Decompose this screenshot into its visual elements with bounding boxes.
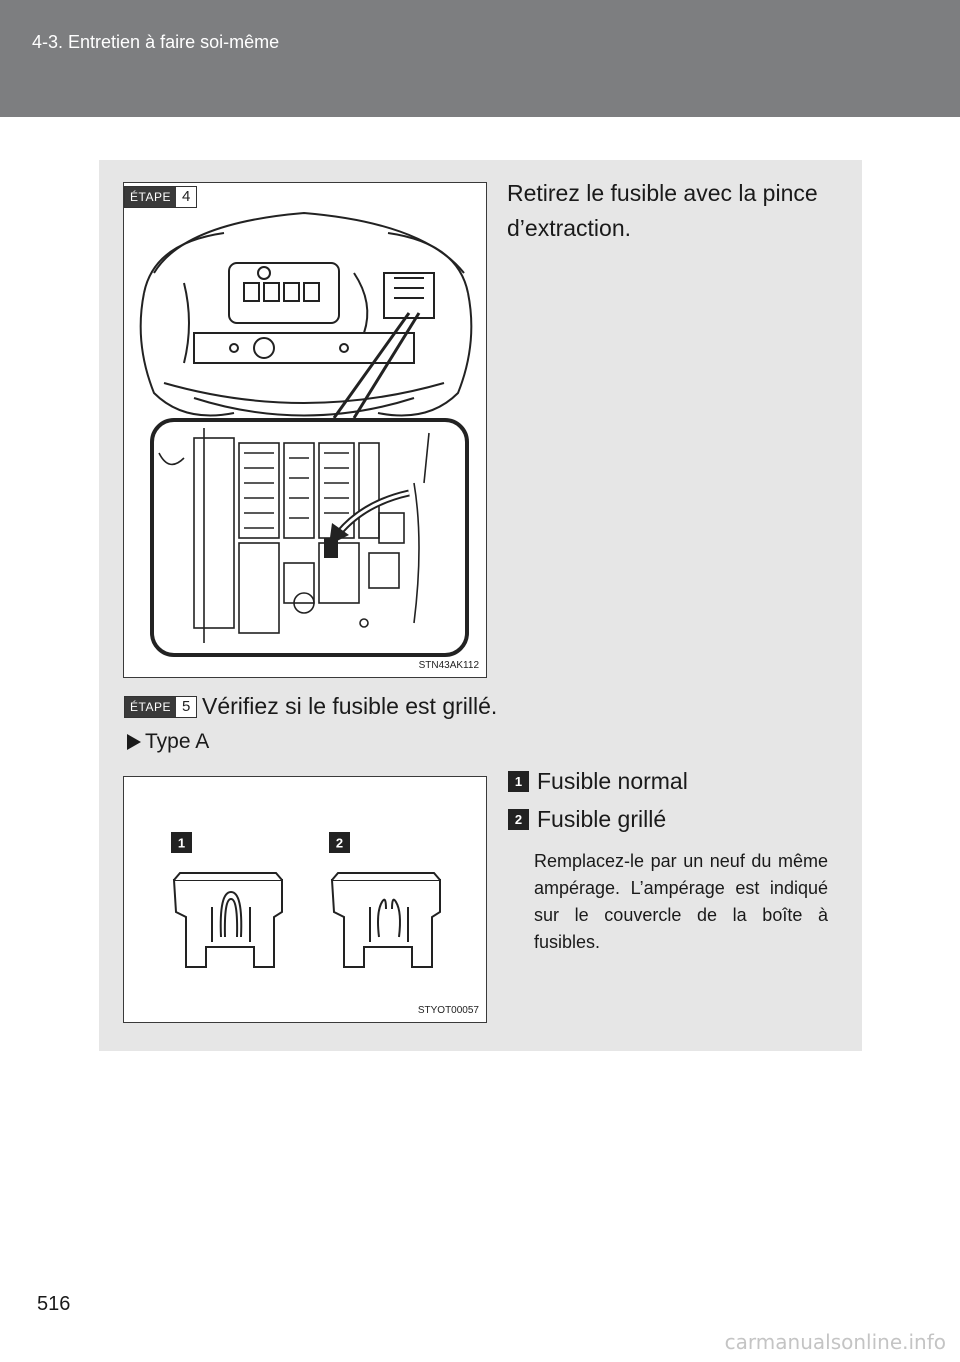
step-4-badge xyxy=(124,186,197,208)
legend-label: Fusible grillé xyxy=(537,806,667,832)
page-number: 516 xyxy=(37,1293,71,1315)
legend-label: Fusible normal xyxy=(537,768,688,794)
engine-bay-illustration xyxy=(124,183,488,679)
type-label: Type A xyxy=(145,730,210,753)
watermark: carmanualsonline.info xyxy=(724,1330,946,1354)
step-number: 5 xyxy=(181,698,191,715)
step-word: ÉTAPE xyxy=(125,187,176,207)
figure-code: STYOT00057 xyxy=(417,1005,479,1016)
figure-code: STN43AK112 xyxy=(418,660,479,671)
type-a-heading xyxy=(127,730,209,754)
fuse-illustration xyxy=(124,777,488,1024)
engine-bay-figure xyxy=(123,182,487,678)
number-2-icon: 2 xyxy=(508,809,529,830)
triangle-bullet-icon xyxy=(127,734,141,750)
step-5-instruction: Vérifiez si le fusible est grillé. xyxy=(202,693,498,719)
step-4-instruction: Retirez le fusible avec la pince d’extraction. xyxy=(507,180,818,241)
step-5-badge xyxy=(124,696,197,718)
legend-item-normal xyxy=(508,768,688,795)
section-title: 4-3. Entretien à faire soi-même xyxy=(32,32,280,52)
step-number: 4 xyxy=(181,188,191,205)
number-1-icon: 1 xyxy=(508,771,529,792)
step-word: ÉTAPE xyxy=(125,697,176,717)
callout-2-number: 2 xyxy=(335,835,344,851)
fuse-figure xyxy=(123,776,487,1023)
replacement-note: Remplacez-le par un neuf du même ampérage. L’ampérage est indiqué sur le couvercle de la boîte à fusibles. xyxy=(534,851,828,952)
callout-1-number: 1 xyxy=(177,835,186,851)
page-header xyxy=(0,0,960,117)
legend-item-blown xyxy=(508,806,666,833)
